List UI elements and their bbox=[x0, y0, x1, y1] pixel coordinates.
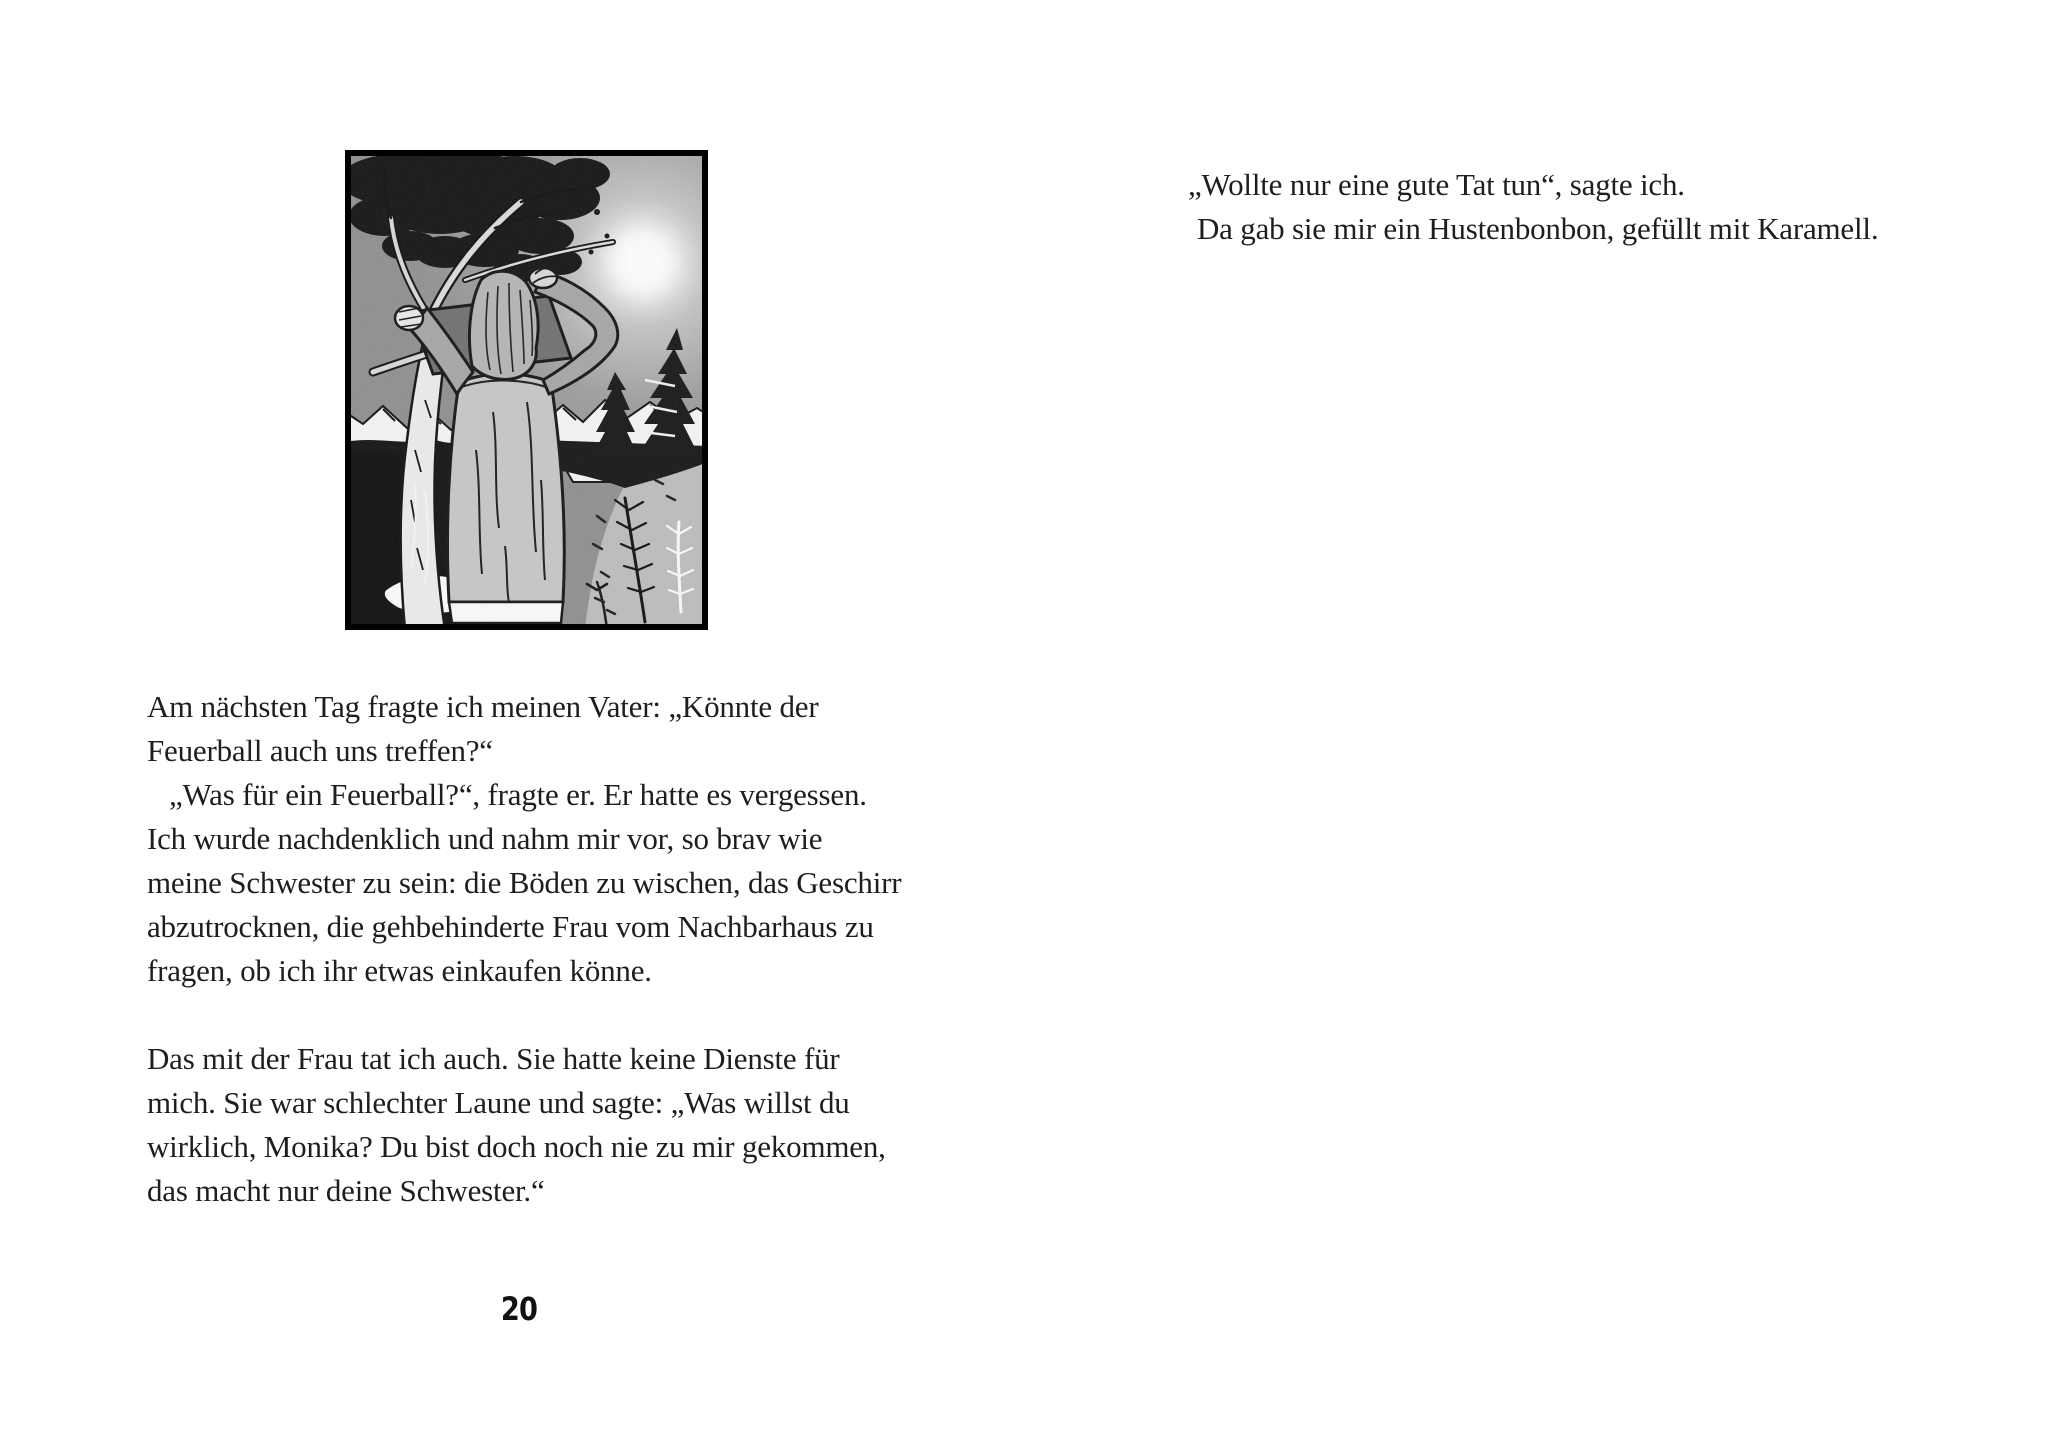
text-line: abzutrocknen, die gehbehinderte Frau vom Nachbarhaus zu bbox=[147, 909, 874, 944]
text-line: Das mit der Frau tat ich auch. Sie hatte keine Dienste für bbox=[147, 1041, 840, 1076]
text-line: Am nächsten Tag fragte ich meinen Vater: „Könnte der bbox=[147, 689, 819, 724]
text-line: mich. Sie war schlechter Laune und sagte: „Was willst du bbox=[147, 1085, 850, 1120]
left-page-text bbox=[147, 685, 901, 1213]
page-number: 20 bbox=[500, 1290, 538, 1328]
text-line: meine Schwester zu sein: die Böden zu wischen, das Geschirr bbox=[147, 865, 902, 900]
text-line: Feuerball auch uns treffen?“ bbox=[147, 733, 493, 768]
text-line: „Was für ein Feuerball?“, fragte er. Er hatte es vergessen. bbox=[169, 777, 867, 812]
story-illustration bbox=[345, 150, 708, 630]
halftone-grain bbox=[345, 150, 708, 630]
right-page-text bbox=[1188, 163, 1878, 251]
text-line: Ich wurde nachdenklich und nahm mir vor, so brav wie bbox=[147, 821, 823, 856]
text-line: Da gab sie mir ein Hustenbonbon, gefüllt mit Karamell. bbox=[1197, 211, 1879, 246]
text-line: das macht nur deine Schwester.“ bbox=[147, 1173, 545, 1208]
text-line: wirklich, Monika? Du bist doch noch nie zu mir gekommen, bbox=[147, 1129, 886, 1164]
paragraph-2 bbox=[147, 1037, 901, 1213]
paragraph-1 bbox=[147, 685, 901, 993]
text-line: fragen, ob ich ihr etwas einkaufen könne. bbox=[147, 953, 652, 988]
text-line: „Wollte nur eine gute Tat tun“, sagte ich. bbox=[1188, 167, 1685, 202]
